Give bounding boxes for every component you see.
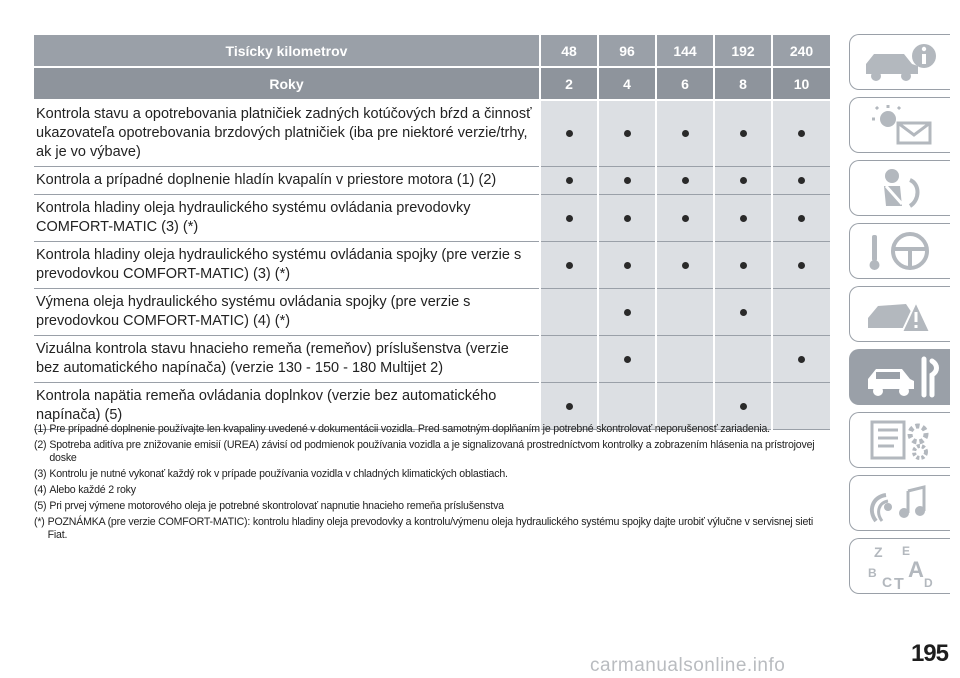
interval-cell	[540, 100, 598, 167]
footnote-mark: (*)	[34, 516, 45, 528]
watermark: carmanualsonline.info	[590, 655, 786, 676]
interval-cell	[714, 195, 772, 242]
interval-cell	[598, 100, 656, 167]
check-dot-icon	[566, 177, 573, 184]
warning-lights-icon	[858, 103, 942, 147]
interval-cell	[656, 289, 714, 336]
interval-cell	[714, 167, 772, 195]
years-col-3: 6	[656, 67, 714, 100]
svg-text:C: C	[882, 574, 893, 590]
tab-car-info[interactable]	[849, 34, 950, 90]
task-description: Kontrola hladiny oleja hydraulického systému ovládania prevodovky COMFORT-MATIC (3) (*)	[34, 195, 540, 242]
km-header-label: Tisícky kilometrov	[34, 35, 540, 67]
interval-cell	[598, 195, 656, 242]
table-row	[34, 100, 830, 167]
km-col-4: 192	[714, 35, 772, 67]
check-dot-icon	[624, 215, 631, 222]
svg-text:A: A	[908, 557, 924, 582]
check-dot-icon	[624, 130, 631, 137]
header-row-km	[34, 35, 830, 67]
svg-text:B: B	[868, 566, 877, 580]
technical-data-icon	[858, 418, 942, 462]
km-col-5: 240	[772, 35, 830, 67]
years-col-2: 4	[598, 67, 656, 100]
task-description: Kontrola napätia remeňa ovládania doplnkov (verzie bez automatického napínača) (5)	[34, 383, 540, 430]
tab-warning-lights[interactable]	[849, 97, 950, 153]
check-dot-icon	[566, 215, 573, 222]
check-dot-icon	[740, 177, 747, 184]
maintenance-schedule-table	[34, 35, 830, 430]
footnote	[34, 500, 834, 513]
km-col-2: 96	[598, 35, 656, 67]
interval-cell	[656, 336, 714, 383]
interval-cell	[772, 100, 830, 167]
interval-cell	[772, 242, 830, 289]
footnote-mark: (1)	[34, 423, 47, 435]
years-col-5: 10	[772, 67, 830, 100]
task-description: Kontrola hladiny oleja hydraulického systému ovládania spojky (pre verzie s prevodovkou COMFORT-MATIC) (3) (*)	[34, 242, 540, 289]
emergency-icon	[858, 292, 942, 336]
footnote	[34, 516, 834, 542]
footnote-text: Pri prvej výmene motorového oleja je potrebné skontrolovať napnutie hnacieho remeňa príslušenstva	[49, 500, 504, 512]
interval-cell	[540, 289, 598, 336]
check-dot-icon	[682, 177, 689, 184]
footnote	[34, 468, 834, 481]
check-dot-icon	[798, 356, 805, 363]
interval-cell	[656, 100, 714, 167]
svg-text:E: E	[902, 544, 911, 558]
svg-text:T: T	[894, 576, 904, 591]
table-row	[34, 242, 830, 289]
footnote-mark: (5)	[34, 500, 47, 512]
check-dot-icon	[682, 215, 689, 222]
footnote-text: Alebo každé 2 roky	[49, 484, 136, 496]
check-dot-icon	[740, 215, 747, 222]
svg-text:D: D	[924, 576, 933, 590]
check-dot-icon	[624, 262, 631, 269]
interval-cell	[656, 242, 714, 289]
airbag-seatbelt-icon	[858, 166, 942, 210]
header-row-years	[34, 67, 830, 100]
task-description: Vizuálna kontrola stavu hnacieho remeňa (remeňov) príslušenstva (verzie bez automatického napínača) (verzie 130 - 150 - 180 Multijet 2)	[34, 336, 540, 383]
table-row	[34, 167, 830, 195]
check-dot-icon	[798, 177, 805, 184]
tab-index[interactable]	[849, 538, 950, 594]
car-maintenance-icon	[858, 355, 942, 399]
interval-cell	[714, 289, 772, 336]
svg-text:Z: Z	[874, 544, 883, 560]
car-info-icon	[858, 40, 942, 84]
footnote-text: Pre prípadné doplnenie používajte len kvapaliny uvedené v dokumentácii vozidla. Pred samotným doplňaním je potrebné skontrolovať neporušenosť zariadenia.	[49, 423, 770, 435]
check-dot-icon	[798, 262, 805, 269]
footnotes	[34, 423, 834, 545]
footnote	[34, 484, 834, 497]
years-col-1: 2	[540, 67, 598, 100]
footnote	[34, 423, 834, 436]
tab-safety[interactable]	[849, 160, 950, 216]
tab-maintenance[interactable]	[849, 349, 950, 405]
tab-multimedia[interactable]	[849, 475, 950, 531]
check-dot-icon	[682, 130, 689, 137]
interval-cell	[656, 167, 714, 195]
tab-starting-driving[interactable]	[849, 223, 950, 279]
check-dot-icon	[566, 262, 573, 269]
page-number: 195	[910, 640, 948, 667]
alphabetical-index-icon	[858, 541, 942, 591]
interval-cell	[598, 336, 656, 383]
check-dot-icon	[798, 130, 805, 137]
interval-cell	[714, 100, 772, 167]
task-description: Kontrola a prípadné doplnenie hladín kvapalín v priestore motora (1) (2)	[34, 167, 540, 195]
check-dot-icon	[566, 403, 573, 410]
km-col-3: 144	[656, 35, 714, 67]
interval-cell	[772, 167, 830, 195]
check-dot-icon	[740, 309, 747, 316]
interval-cell	[598, 167, 656, 195]
check-dot-icon	[740, 403, 747, 410]
interval-cell	[540, 167, 598, 195]
task-description: Výmena oleja hydraulického systému ovládania spojky (pre verzie s prevodovkou COMFORT-MATIC) (4) (*)	[34, 289, 540, 336]
footnote-mark: (3)	[34, 468, 47, 480]
task-description: Kontrola stavu a opotrebovania platničiek zadných kotúčových bŕzd a činnosť ukazovateľa opotrebovania brzdových platničiek (iba pre niektoré verzie/trhy, ak je vo výbave)	[34, 100, 540, 167]
check-dot-icon	[740, 262, 747, 269]
multimedia-icon	[858, 481, 942, 525]
check-dot-icon	[624, 356, 631, 363]
tab-technical-data[interactable]	[849, 412, 950, 468]
tab-emergency[interactable]	[849, 286, 950, 342]
footnote-text: POZNÁMKA (pre verzie COMFORT-MATIC): kontrolu hladiny oleja prevodovky a kontrolu/výmenu oleja hydraulického systému spojky dajte urobiť výlučne v servisnej sieti Fiat.	[47, 516, 814, 541]
check-dot-icon	[798, 215, 805, 222]
check-dot-icon	[624, 309, 631, 316]
chapter-tabs	[849, 34, 952, 601]
interval-cell	[540, 195, 598, 242]
interval-cell	[598, 289, 656, 336]
years-header-label: Roky	[34, 67, 540, 100]
table-row	[34, 195, 830, 242]
years-col-4: 8	[714, 67, 772, 100]
footnote-mark: (2)	[34, 439, 47, 451]
interval-cell	[772, 336, 830, 383]
interval-cell	[540, 336, 598, 383]
check-dot-icon	[566, 130, 573, 137]
check-dot-icon	[740, 130, 747, 137]
interval-cell	[656, 195, 714, 242]
interval-cell	[714, 336, 772, 383]
interval-cell	[714, 242, 772, 289]
steering-wheel-icon	[858, 229, 942, 273]
km-col-1: 48	[540, 35, 598, 67]
interval-cell	[540, 242, 598, 289]
interval-cell	[772, 289, 830, 336]
table-row	[34, 289, 830, 336]
interval-cell	[598, 242, 656, 289]
check-dot-icon	[682, 262, 689, 269]
check-dot-icon	[624, 177, 631, 184]
footnote-text: Spotreba aditíva pre znižovanie emisií (UREA) závisí od podmienok používania vozidla a je signalizovaná prostredníctvom kontrolky a zobrazením hlásenia na prístrojovej doske	[49, 439, 815, 464]
footnote-text: Kontrolu je nutné vykonať každý rok v prípade používania vozidla v chladných klimatických oblastiach.	[49, 468, 508, 480]
interval-cell	[772, 195, 830, 242]
footnote	[34, 439, 834, 465]
footnote-mark: (4)	[34, 484, 47, 496]
table-row	[34, 336, 830, 383]
